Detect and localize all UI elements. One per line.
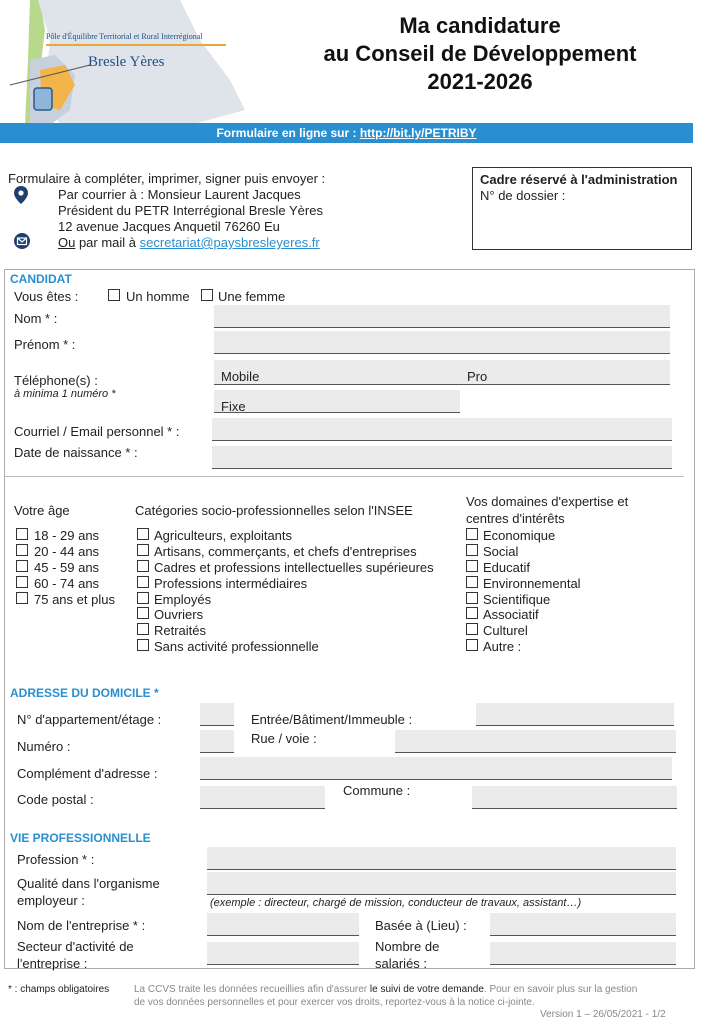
vous-etes-label: Vous êtes : [14,289,79,304]
footer-required-note: * : champs obligatoires [8,984,110,995]
csp-checkbox-8[interactable] [137,639,149,651]
csp-option-5: Employés [154,592,212,607]
telephone-label: Téléphone(s) : [14,373,98,388]
domaine-option-2: Social [483,544,519,559]
candidat-title: CANDIDAT [10,272,72,286]
rgpd-text-1: La CCVS traite les données recueillies afin d'assurer [134,984,370,995]
csp-option-8: Sans activité professionnelle [154,639,319,654]
domaine-option-5: Scientifique [483,592,551,607]
mobile-label: Mobile [221,369,260,384]
secteur-field[interactable] [207,942,359,965]
age-option-2: 20 - 44 ans [34,544,100,559]
mail-line [58,235,320,250]
homme-checkbox[interactable] [108,289,120,301]
age-checkbox-1[interactable] [16,528,28,540]
rgpd-text-2: le suivi de votre demande [369,984,484,995]
age-checkbox-3[interactable] [16,560,28,572]
logo [0,0,250,125]
csp-checkbox-3[interactable] [137,560,149,572]
csp-option-6: Ouvriers [154,607,204,622]
logo-rule [46,44,226,46]
csp-checkbox-1[interactable] [137,528,149,540]
csp-option-7: Retraités [154,623,207,638]
domaine-checkbox-6[interactable] [466,607,478,619]
commune-label: Commune : [343,783,411,798]
banner-prefix: Formulaire en ligne sur : [216,126,360,140]
mail-link[interactable]: secretariat@paysbresleyeres.fr [139,235,320,250]
salaries-field[interactable] [490,942,676,965]
domaine-checkbox-5[interactable] [466,592,478,604]
csp-checkbox-6[interactable] [137,607,149,619]
page-title [270,12,690,96]
entree-label: Entrée/Bâtiment/Immeuble : [251,712,413,727]
rgpd-text-4: de vos données personnelles et pour exercer vos droits, reportez-vous à la notice ci-jointe. [134,997,535,1008]
footer-rgpd [134,983,689,1009]
domaine-option-8: Autre : [483,639,522,654]
nom-label: Nom * : [14,311,58,326]
salaries-label-1: Nombre de [375,939,440,954]
mail-icon [14,233,30,254]
domaine-option-4: Environnemental [483,576,581,591]
basee-field[interactable] [490,913,676,936]
csp-option-2: Artisans, commerçants, et chefs d'entreprises [154,544,417,559]
domaine-checkbox-8[interactable] [466,639,478,651]
csp-checkbox-2[interactable] [137,544,149,556]
domaine-option-7: Culturel [483,623,528,638]
banner-link[interactable]: http://bit.ly/PETRIBY [359,126,477,140]
csp-checkbox-5[interactable] [137,592,149,604]
salaries-label-2: salariés : [375,956,428,971]
naissance-label: Date de naissance * : [14,445,138,460]
pro-label: Pro [467,369,488,384]
telephone-hint: à minima 1 numéro * [14,388,116,400]
title-line3: 2021-2026 [427,69,533,94]
age-checkbox-4[interactable] [16,576,28,588]
femme-label: Une femme [218,289,286,304]
fixe-label: Fixe [221,399,246,414]
homme-label: Un homme [126,289,190,304]
postal-line2: Président du PETR Interrégional Bresle Yères [58,203,323,218]
profession-label: Profession * : [17,852,95,867]
title-line2: au Conseil de Développement [323,41,637,66]
postal-line3: 12 avenue Jacques Anquetil 76260 Eu [58,219,280,234]
csp-option-3: Cadres et professions intellectuelles supérieures [154,560,434,575]
appartement-field[interactable] [200,703,234,726]
age-option-1: 18 - 29 ans [34,528,100,543]
admin-box [472,167,692,250]
mail-prefix: par mail à [75,235,140,250]
nom-field[interactable] [214,305,670,328]
entreprise-label: Nom de l'entreprise * : [17,918,146,933]
logo-text-line2: Bresle Yères [88,54,165,70]
rgpd-text-3: . Pour en savoir plus sur la gestion [483,984,638,995]
age-checkbox-2[interactable] [16,544,28,556]
prenom-label: Prénom * : [14,337,76,352]
basee-label: Basée à (Lieu) : [375,918,467,933]
title-line1: Ma candidature [399,13,561,38]
csp-option-1: Agriculteurs, exploitants [154,528,293,543]
rue-label: Rue / voie : [251,731,317,746]
fixe-field[interactable] [214,390,460,413]
admin-dossier: N° de dossier : [480,188,566,203]
secteur-label-2: l'entreprise : [17,956,88,971]
domaines-title-2: centres d'intérêts [466,511,565,526]
adresse-title: ADRESSE DU DOMICILE * [10,686,159,700]
postal-line1: Par courrier à : Monsieur Laurent Jacques [58,187,301,202]
femme-checkbox[interactable] [201,289,213,301]
csp-option-4: Professions intermédiaires [154,576,308,591]
cp-field[interactable] [200,786,325,809]
domaine-checkbox-4[interactable] [466,576,478,588]
instructions-intro: Formulaire à compléter, imprimer, signer puis envoyer : [8,171,326,186]
qualite-label-2: employeur : [17,893,85,908]
numero-label: Numéro : [17,739,71,754]
cp-label: Code postal : [17,792,94,807]
qualite-example: (exemple : directeur, chargé de mission, conducteur de travaux, assistant…) [210,897,582,909]
secteur-label-1: Secteur d'activité de [17,939,134,954]
age-checkbox-5[interactable] [16,592,28,604]
age-title: Votre âge [14,503,70,518]
online-form-banner [0,123,693,143]
rue-field[interactable] [395,730,676,753]
domaine-checkbox-1[interactable] [466,528,478,540]
qualite-label-1: Qualité dans l'organisme [17,876,160,891]
age-option-4: 60 - 74 ans [34,576,100,591]
pro-field[interactable] [460,360,670,385]
complement-label: Complément d'adresse : [17,766,158,781]
csp-title: Catégories socio-professionnelles selon l'INSEE [135,503,413,518]
prenom-field[interactable] [214,331,670,354]
complement-field[interactable] [200,757,672,780]
domaine-checkbox-3[interactable] [466,560,478,572]
divider [4,476,684,477]
entreprise-field[interactable] [207,913,359,936]
mail-prefix-ou: Ou [58,235,76,250]
location-pin-icon [14,186,28,209]
logo-text-line1: Pôle d'Équilibre Territorial et Rural Interrégional [46,32,203,41]
footer-version: Version 1 – 26/05/2021 - 1/2 [540,1009,666,1020]
domaine-checkbox-2[interactable] [466,544,478,556]
appartement-label: N° d'appartement/étage : [17,712,162,727]
naissance-field[interactable] [212,446,672,469]
email-field[interactable] [212,418,672,441]
csp-checkbox-4[interactable] [137,576,149,588]
commune-field[interactable] [472,786,677,809]
domaine-option-1: Economique [483,528,556,543]
vie-pro-title: VIE PROFESSIONNELLE [10,831,151,845]
age-option-3: 45 - 59 ans [34,560,100,575]
domaine-checkbox-7[interactable] [466,623,478,635]
domaines-title-1: Vos domaines d'expertise et [466,494,629,509]
domaine-option-6: Associatif [483,607,539,622]
admin-title: Cadre réservé à l'administration [480,172,678,187]
age-option-5: 75 ans et plus [34,592,115,607]
csp-checkbox-7[interactable] [137,623,149,635]
entree-field[interactable] [476,703,674,726]
domaine-option-3: Educatif [483,560,530,575]
numero-field[interactable] [200,730,234,753]
qualite-field[interactable] [207,872,676,895]
profession-field[interactable] [207,847,676,870]
email-label: Courriel / Email personnel * : [14,424,180,439]
